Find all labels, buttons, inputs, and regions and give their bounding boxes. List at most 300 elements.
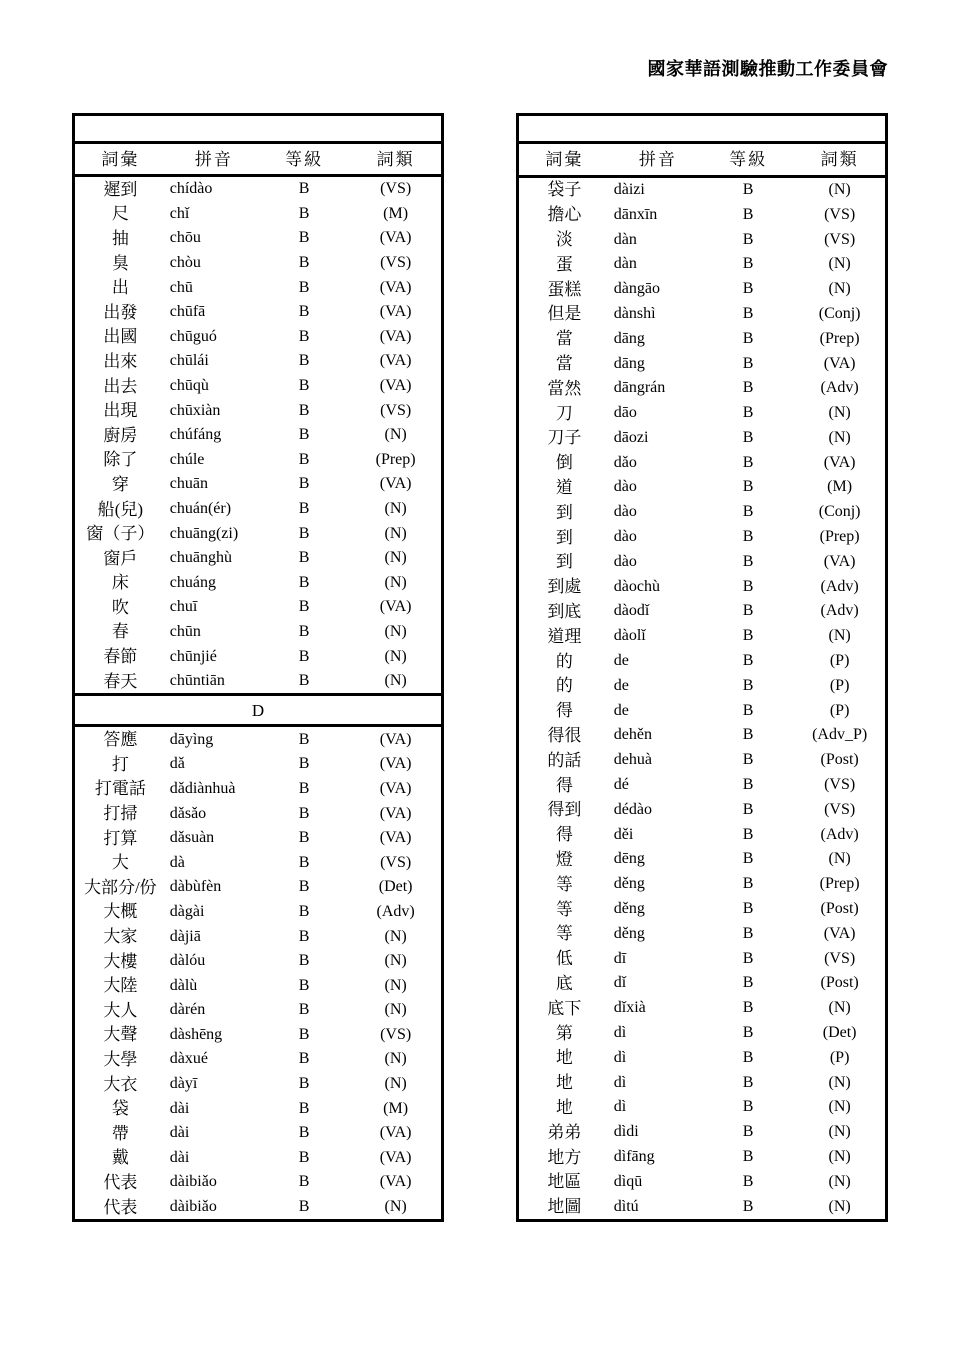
cell-pinyin: chúfáng bbox=[169, 426, 222, 444]
cell-level: B bbox=[742, 602, 754, 620]
cell-pinyin: děng bbox=[613, 875, 645, 893]
cell-word: 淡 bbox=[555, 230, 573, 250]
table-row bbox=[518, 971, 887, 996]
cell-word: 到底 bbox=[547, 601, 582, 621]
cell-pos: (VA) bbox=[823, 453, 856, 471]
cell-pinyin: chūqù bbox=[169, 377, 209, 395]
table-row bbox=[518, 1120, 887, 1145]
cell-word: 道 bbox=[555, 477, 573, 497]
cell-pos: (VS) bbox=[380, 1025, 412, 1043]
table-row bbox=[74, 826, 443, 851]
cell-word: 帶 bbox=[111, 1123, 129, 1143]
cell-level: B bbox=[298, 853, 310, 871]
cell-pinyin: děng bbox=[613, 924, 645, 942]
table-row bbox=[518, 1169, 887, 1194]
cell-word: 打 bbox=[111, 754, 129, 774]
cell-word: 地 bbox=[555, 1073, 573, 1093]
cell-pos: (VS) bbox=[824, 230, 856, 248]
table-row bbox=[74, 850, 443, 875]
table-header-row bbox=[74, 143, 443, 176]
cell-pos: (Adv) bbox=[820, 602, 859, 620]
cell-word: 代表 bbox=[103, 1197, 138, 1217]
cell-pinyin: dàochù bbox=[613, 577, 660, 595]
cell-pinyin: dǎdiànhuà bbox=[169, 779, 236, 797]
table-row bbox=[74, 349, 443, 374]
table-row bbox=[74, 924, 443, 949]
cell-pinyin: dehuà bbox=[613, 751, 652, 769]
table-row bbox=[74, 176, 443, 202]
cell-word: 出 bbox=[111, 278, 129, 298]
cell-pinyin: dǎsǎo bbox=[169, 804, 207, 822]
cell-word: 大部分/份 bbox=[84, 877, 157, 897]
cell-pinyin: dī bbox=[613, 949, 627, 967]
column-header-pinyin: 拼音 bbox=[166, 143, 258, 176]
cell-pinyin: chòu bbox=[169, 254, 201, 272]
cell-pinyin: dà bbox=[169, 853, 185, 871]
cell-level: B bbox=[742, 949, 754, 967]
cell-word: 船(兒) bbox=[97, 499, 144, 519]
cell-pos: (VA) bbox=[379, 327, 412, 345]
cell-level: B bbox=[298, 1198, 310, 1216]
cell-pinyin: dào bbox=[613, 478, 637, 496]
table-row bbox=[74, 1121, 443, 1146]
cell-level: B bbox=[298, 952, 310, 970]
cell-pinyin: dàlóu bbox=[169, 952, 206, 970]
cell-pinyin: dàshēng bbox=[169, 1025, 223, 1043]
table-row bbox=[518, 822, 887, 847]
table-row bbox=[518, 1045, 887, 1070]
cell-level: B bbox=[742, 280, 754, 298]
table-row bbox=[74, 398, 443, 423]
cell-level: B bbox=[298, 1124, 310, 1142]
cell-word: 打掃 bbox=[103, 804, 138, 824]
table-row bbox=[518, 302, 887, 327]
cell-pos: (N) bbox=[828, 1073, 851, 1091]
cell-level: B bbox=[298, 829, 310, 847]
cell-word: 第 bbox=[555, 1023, 573, 1043]
cell-word: 大聲 bbox=[103, 1025, 138, 1045]
cell-level: B bbox=[298, 278, 310, 296]
table-row bbox=[518, 252, 887, 277]
table-row bbox=[518, 1095, 887, 1120]
vocabulary-table-right bbox=[516, 113, 888, 1222]
cell-pos: (VS) bbox=[824, 776, 856, 794]
table-row bbox=[74, 202, 443, 227]
cell-level: B bbox=[298, 180, 310, 198]
cell-pos: (Adv_P) bbox=[812, 726, 868, 744]
table-blank-cell bbox=[74, 115, 443, 143]
cell-word: 大陸 bbox=[103, 976, 138, 996]
cell-level: B bbox=[742, 1073, 754, 1091]
cell-pos: (VA) bbox=[379, 377, 412, 395]
cell-word: 袋 bbox=[111, 1099, 129, 1119]
cell-level: B bbox=[742, 999, 754, 1017]
cell-pinyin: chuáng bbox=[169, 573, 216, 591]
table-body-right bbox=[518, 115, 887, 1221]
cell-pinyin: dé bbox=[613, 776, 629, 794]
cell-word: 地 bbox=[555, 1048, 573, 1068]
cell-word: 地區 bbox=[547, 1172, 582, 1192]
cell-word: 大樓 bbox=[103, 951, 138, 971]
cell-word: 打電話 bbox=[94, 779, 146, 799]
cell-pinyin: dǐ bbox=[613, 974, 627, 992]
cell-word: 底下 bbox=[547, 998, 582, 1018]
cell-pinyin: chuī bbox=[169, 598, 198, 616]
cell-level: B bbox=[298, 524, 310, 542]
cell-level: B bbox=[298, 622, 310, 640]
table-row bbox=[518, 599, 887, 624]
cell-pinyin: dàbùfèn bbox=[169, 878, 222, 896]
column-header-level: 等級 bbox=[702, 143, 794, 176]
cell-pinyin: dàngāo bbox=[613, 280, 660, 298]
cell-word: 得很 bbox=[547, 725, 582, 745]
table-row bbox=[74, 1170, 443, 1195]
cell-pos: (N) bbox=[384, 500, 407, 518]
column-header-level: 等級 bbox=[258, 143, 350, 176]
table-row bbox=[74, 423, 443, 448]
cell-word: 廚房 bbox=[103, 425, 138, 445]
cell-pinyin: chōu bbox=[169, 229, 201, 247]
cell-pos: (Prep) bbox=[819, 528, 860, 546]
cell-pos: (VA) bbox=[379, 1148, 412, 1166]
cell-level: B bbox=[298, 204, 310, 222]
cell-pinyin: de bbox=[613, 652, 629, 670]
cell-pinyin: dàn bbox=[613, 255, 637, 273]
cell-level: B bbox=[298, 450, 310, 468]
column-header-word: 詞彙 bbox=[518, 143, 610, 176]
cell-pinyin: dehěn bbox=[613, 726, 652, 744]
cell-pinyin: chūxiàn bbox=[169, 401, 221, 419]
table-row bbox=[518, 401, 887, 426]
cell-pinyin: dàjiā bbox=[169, 927, 201, 945]
cell-pinyin: chūguó bbox=[169, 327, 217, 345]
cell-pos: (Post) bbox=[820, 900, 859, 918]
cell-level: B bbox=[742, 726, 754, 744]
section-letter-label: D bbox=[74, 695, 443, 726]
cell-pinyin: dǎo bbox=[613, 453, 637, 471]
column-header-pos: 詞類 bbox=[794, 143, 886, 176]
cell-word: 的 bbox=[555, 676, 573, 696]
cell-pos: (N) bbox=[384, 549, 407, 567]
cell-level: B bbox=[298, 327, 310, 345]
cell-pos: (VA) bbox=[379, 1173, 412, 1191]
cell-word: 弟弟 bbox=[547, 1122, 582, 1142]
cell-word: 得 bbox=[555, 701, 573, 721]
cell-pinyin: dédào bbox=[613, 800, 652, 818]
page-header-organization: 國家華語測驗推動工作委員會 bbox=[647, 59, 888, 79]
cell-pos: (Conj) bbox=[818, 304, 861, 322]
cell-pinyin: de bbox=[613, 701, 629, 719]
cell-word: 到處 bbox=[547, 577, 582, 597]
table-blank-row bbox=[518, 115, 887, 143]
cell-pinyin: chuán(ér) bbox=[169, 500, 232, 518]
table-row bbox=[518, 946, 887, 971]
cell-pinyin: děi bbox=[613, 825, 634, 843]
cell-level: B bbox=[742, 552, 754, 570]
table-row bbox=[74, 251, 443, 276]
cell-word: 燈 bbox=[555, 849, 573, 869]
table-row bbox=[74, 644, 443, 669]
cell-pinyin: dàibiǎo bbox=[169, 1173, 217, 1191]
cell-pinyin: dìtú bbox=[613, 1197, 639, 1215]
cell-pos: (VS) bbox=[380, 853, 412, 871]
cell-word: 床 bbox=[111, 573, 129, 593]
cell-word: 戴 bbox=[111, 1148, 129, 1168]
table-row bbox=[74, 669, 443, 695]
cell-level: B bbox=[742, 329, 754, 347]
cell-word: 答應 bbox=[103, 730, 138, 750]
cell-level: B bbox=[742, 900, 754, 918]
table-row bbox=[518, 673, 887, 698]
cell-pos: (M) bbox=[383, 1099, 409, 1117]
table-row bbox=[518, 748, 887, 773]
cell-pos: (N) bbox=[384, 976, 407, 994]
cell-word: 到 bbox=[555, 552, 573, 572]
cell-pos: (VS) bbox=[380, 180, 412, 198]
cell-pos: (N) bbox=[384, 622, 407, 640]
table-row bbox=[74, 571, 443, 596]
cell-word: 但是 bbox=[547, 304, 582, 324]
table-row bbox=[74, 546, 443, 571]
cell-pinyin: chǐ bbox=[169, 204, 190, 222]
cell-level: B bbox=[298, 500, 310, 518]
cell-pinyin: dào bbox=[613, 528, 637, 546]
cell-pinyin: dì bbox=[613, 1098, 627, 1116]
cell-word: 等 bbox=[555, 899, 573, 919]
cell-word: 穿 bbox=[111, 474, 129, 494]
cell-pos: (VS) bbox=[380, 254, 412, 272]
cell-pinyin: dǐxià bbox=[613, 999, 646, 1017]
cell-word: 出來 bbox=[103, 351, 138, 371]
cell-pinyin: dānxīn bbox=[613, 205, 658, 223]
cell-word: 出發 bbox=[103, 302, 138, 322]
table-row bbox=[518, 176, 887, 202]
cell-word: 當 bbox=[555, 329, 573, 349]
cell-pos: (VA) bbox=[379, 278, 412, 296]
table-row bbox=[518, 549, 887, 574]
cell-pinyin: dàgài bbox=[169, 902, 205, 920]
table-row bbox=[74, 448, 443, 473]
cell-level: B bbox=[298, 779, 310, 797]
cell-level: B bbox=[742, 825, 754, 843]
cell-level: B bbox=[298, 1148, 310, 1166]
cell-level: B bbox=[742, 800, 754, 818]
cell-pinyin: dǎ bbox=[169, 755, 185, 773]
table-header-row bbox=[518, 143, 887, 176]
cell-pos: (N) bbox=[828, 428, 851, 446]
cell-pos: (N) bbox=[828, 1172, 851, 1190]
table-row bbox=[74, 497, 443, 522]
cell-level: B bbox=[742, 503, 754, 521]
cell-pinyin: dàlù bbox=[169, 976, 198, 994]
cell-pos: (VA) bbox=[379, 1124, 412, 1142]
cell-pinyin: chídào bbox=[169, 180, 213, 198]
cell-pinyin: dāo bbox=[613, 404, 637, 422]
cell-pos: (VA) bbox=[379, 779, 412, 797]
cell-pos: (Det) bbox=[378, 878, 413, 896]
cell-level: B bbox=[298, 303, 310, 321]
cell-pos: (VA) bbox=[379, 804, 412, 822]
cell-pos: (VS) bbox=[824, 205, 856, 223]
cell-pinyin: dào bbox=[613, 503, 637, 521]
table-row bbox=[518, 426, 887, 451]
table-row bbox=[74, 949, 443, 974]
cell-pos: (P) bbox=[829, 652, 850, 670]
cell-pinyin: dì bbox=[613, 1048, 627, 1066]
cell-pos: (N) bbox=[828, 280, 851, 298]
cell-pinyin: dàrén bbox=[169, 1001, 206, 1019]
cell-word: 得 bbox=[555, 775, 573, 795]
cell-word: 出國 bbox=[103, 327, 138, 347]
table-row bbox=[74, 1047, 443, 1072]
cell-word: 蛋 bbox=[555, 254, 573, 274]
table-section-divider bbox=[74, 695, 443, 726]
cell-pinyin: chūnjié bbox=[169, 647, 217, 665]
cell-pos: (N) bbox=[828, 999, 851, 1017]
cell-level: B bbox=[742, 577, 754, 595]
cell-pos: (VA) bbox=[823, 552, 856, 570]
cell-pos: (VA) bbox=[379, 730, 412, 748]
cell-pinyin: dàolǐ bbox=[613, 627, 646, 645]
table-row bbox=[74, 472, 443, 497]
cell-word: 春天 bbox=[103, 671, 138, 691]
cell-word: 吹 bbox=[111, 597, 129, 617]
cell-pinyin: dào bbox=[613, 552, 637, 570]
table-row bbox=[518, 797, 887, 822]
table-row bbox=[518, 475, 887, 500]
cell-word: 除了 bbox=[103, 450, 138, 470]
cell-word: 到 bbox=[555, 527, 573, 547]
vocabulary-tables bbox=[72, 113, 888, 1222]
cell-pos: (N) bbox=[384, 1001, 407, 1019]
cell-pinyin: dāng bbox=[613, 354, 645, 372]
cell-pos: (Prep) bbox=[375, 450, 416, 468]
cell-pos: (VA) bbox=[379, 598, 412, 616]
cell-pinyin: chuān bbox=[169, 475, 208, 493]
cell-word: 的 bbox=[555, 651, 573, 671]
cell-level: B bbox=[742, 205, 754, 223]
table-row bbox=[74, 275, 443, 300]
cell-level: B bbox=[742, 1148, 754, 1165]
cell-pos: (Adv) bbox=[820, 577, 859, 595]
cell-word: 的話 bbox=[547, 750, 582, 770]
cell-pos: (M) bbox=[827, 478, 853, 496]
cell-level: B bbox=[742, 676, 754, 694]
table-row bbox=[74, 998, 443, 1023]
cell-level: B bbox=[742, 1098, 754, 1116]
cell-level: B bbox=[298, 1173, 310, 1191]
cell-pinyin: dāngrán bbox=[613, 379, 666, 397]
table-row bbox=[518, 1194, 887, 1221]
cell-pos: (N) bbox=[828, 180, 851, 198]
cell-word: 等 bbox=[555, 924, 573, 944]
cell-level: B bbox=[298, 1001, 310, 1019]
cell-level: B bbox=[742, 974, 754, 992]
cell-pos: (P) bbox=[829, 676, 850, 694]
table-row bbox=[74, 226, 443, 251]
cell-word: 刀 bbox=[555, 403, 573, 423]
table-row bbox=[518, 773, 887, 798]
cell-word: 當 bbox=[555, 354, 573, 373]
cell-level: B bbox=[298, 878, 310, 896]
column-header-pos: 詞類 bbox=[350, 143, 442, 176]
table-row bbox=[518, 723, 887, 748]
cell-level: B bbox=[742, 701, 754, 719]
cell-word: 倒 bbox=[555, 453, 573, 473]
cell-word: 低 bbox=[555, 949, 573, 969]
cell-level: B bbox=[742, 1123, 754, 1141]
cell-pos: (Prep) bbox=[819, 875, 860, 893]
cell-pos: (N) bbox=[828, 1148, 851, 1165]
table-row bbox=[74, 875, 443, 900]
cell-pos: (N) bbox=[828, 1197, 851, 1215]
table-row bbox=[518, 1145, 887, 1170]
table-row bbox=[74, 620, 443, 645]
vocabulary-table-left bbox=[72, 113, 444, 1222]
cell-level: B bbox=[298, 976, 310, 994]
cell-level: B bbox=[742, 1197, 754, 1215]
cell-level: B bbox=[742, 230, 754, 248]
cell-word: 刀子 bbox=[547, 428, 582, 448]
cell-pinyin: chūntiān bbox=[169, 672, 225, 690]
cell-pinyin: dìqū bbox=[613, 1172, 643, 1190]
cell-pos: (N) bbox=[828, 1123, 851, 1141]
table-row bbox=[518, 500, 887, 525]
cell-pinyin: dàibiǎo bbox=[169, 1198, 217, 1216]
table-row bbox=[518, 277, 887, 302]
cell-pinyin: dāozi bbox=[613, 428, 649, 446]
table-row bbox=[74, 900, 443, 925]
cell-pinyin: dìfāng bbox=[613, 1148, 655, 1165]
cell-level: B bbox=[742, 180, 754, 198]
cell-level: B bbox=[298, 401, 310, 419]
cell-pos: (N) bbox=[384, 1075, 407, 1093]
cell-level: B bbox=[298, 647, 310, 665]
cell-pos: (N) bbox=[828, 627, 851, 645]
table-gutter bbox=[444, 113, 516, 1222]
cell-pos: (N) bbox=[384, 426, 407, 444]
table-row bbox=[518, 450, 887, 475]
cell-level: B bbox=[742, 1172, 754, 1190]
cell-level: B bbox=[742, 776, 754, 794]
cell-pinyin: chúle bbox=[169, 450, 205, 468]
table-blank-row bbox=[74, 115, 443, 143]
cell-level: B bbox=[298, 377, 310, 395]
cell-level: B bbox=[742, 255, 754, 273]
cell-level: B bbox=[298, 426, 310, 444]
table-row bbox=[74, 1023, 443, 1048]
cell-pos: (Prep) bbox=[819, 329, 860, 347]
table-row bbox=[518, 326, 887, 351]
cell-pos: (VS) bbox=[824, 800, 856, 818]
cell-word: 春 bbox=[111, 622, 129, 642]
cell-pos: (Adv) bbox=[820, 825, 859, 843]
cell-word: 窗（子） bbox=[86, 524, 155, 544]
cell-pos: (N) bbox=[384, 573, 407, 591]
table-row bbox=[74, 777, 443, 802]
cell-pinyin: dēng bbox=[613, 850, 645, 868]
cell-word: 地圖 bbox=[547, 1197, 582, 1217]
cell-level: B bbox=[298, 1099, 310, 1117]
cell-level: B bbox=[742, 354, 754, 372]
cell-level: B bbox=[298, 229, 310, 247]
table-row bbox=[518, 996, 887, 1021]
cell-level: B bbox=[298, 1050, 310, 1068]
cell-pos: (VA) bbox=[379, 352, 412, 370]
cell-pinyin: dài bbox=[169, 1148, 190, 1166]
table-row bbox=[74, 521, 443, 546]
cell-level: B bbox=[742, 379, 754, 397]
